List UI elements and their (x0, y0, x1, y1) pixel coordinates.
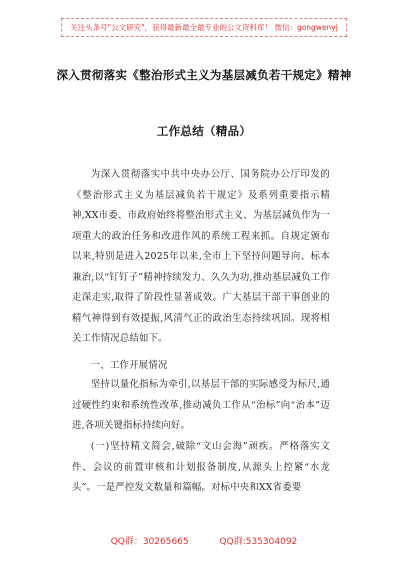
section-paragraph: 坚持以量化指标为牵引,以基层干部的实际感受为标尺,通过硬性约束和系统性改革,推动减负工作从“治标”向“治本”迈进,各项关键指标持续向好。 (72, 379, 330, 431)
qq-group-1: QQ群：30265665 (110, 537, 189, 547)
section-heading: 一、工作开展情况 (90, 360, 168, 371)
qq-group-2: QQ群:535304092 (219, 537, 298, 547)
promo-banner: 关注头条号"公文研究"，获得最新最全最专业的公文资料库！ 微信：gongwenyj (61, 18, 347, 37)
document-title: 深入贯彻落实《整治形式主义为基层减负若干规定》精神 (56, 68, 352, 82)
footer (0, 534, 408, 547)
intro-paragraph: 为深入贯彻落实中共中央办公厅、国务院办公厅印发的《整治形式主义为基层减负若干规定》及系列重要指示精神,XX市委、市政府始终将整治形式主义、为基层减负作为一项重大的政治任务和改进作风的系统工程来抓。自规定颁布以来,特别是进入2025年以来,全市上下坚持问题导向、标本兼治,以“钉钉子”精神持续发力、久久为功,推动基层减负工作走深走实,取得了阶段性显著成效。广大基层干部干事创业的精气神得到有效提振,风清气正的政治生态持续巩固。现将相关工作情况总结如下。 (72, 169, 330, 344)
document-subtitle: 工作总结（精品） (156, 124, 252, 138)
item-paragraph: (一)坚持精文简会,破除“文山会海”顽疾。严格落实文件、会议的前置审核和计划报备制度,从源头上控紧“水龙头”。一是严控发文数量和篇幅。对标中央和XX省委要 (72, 441, 330, 493)
